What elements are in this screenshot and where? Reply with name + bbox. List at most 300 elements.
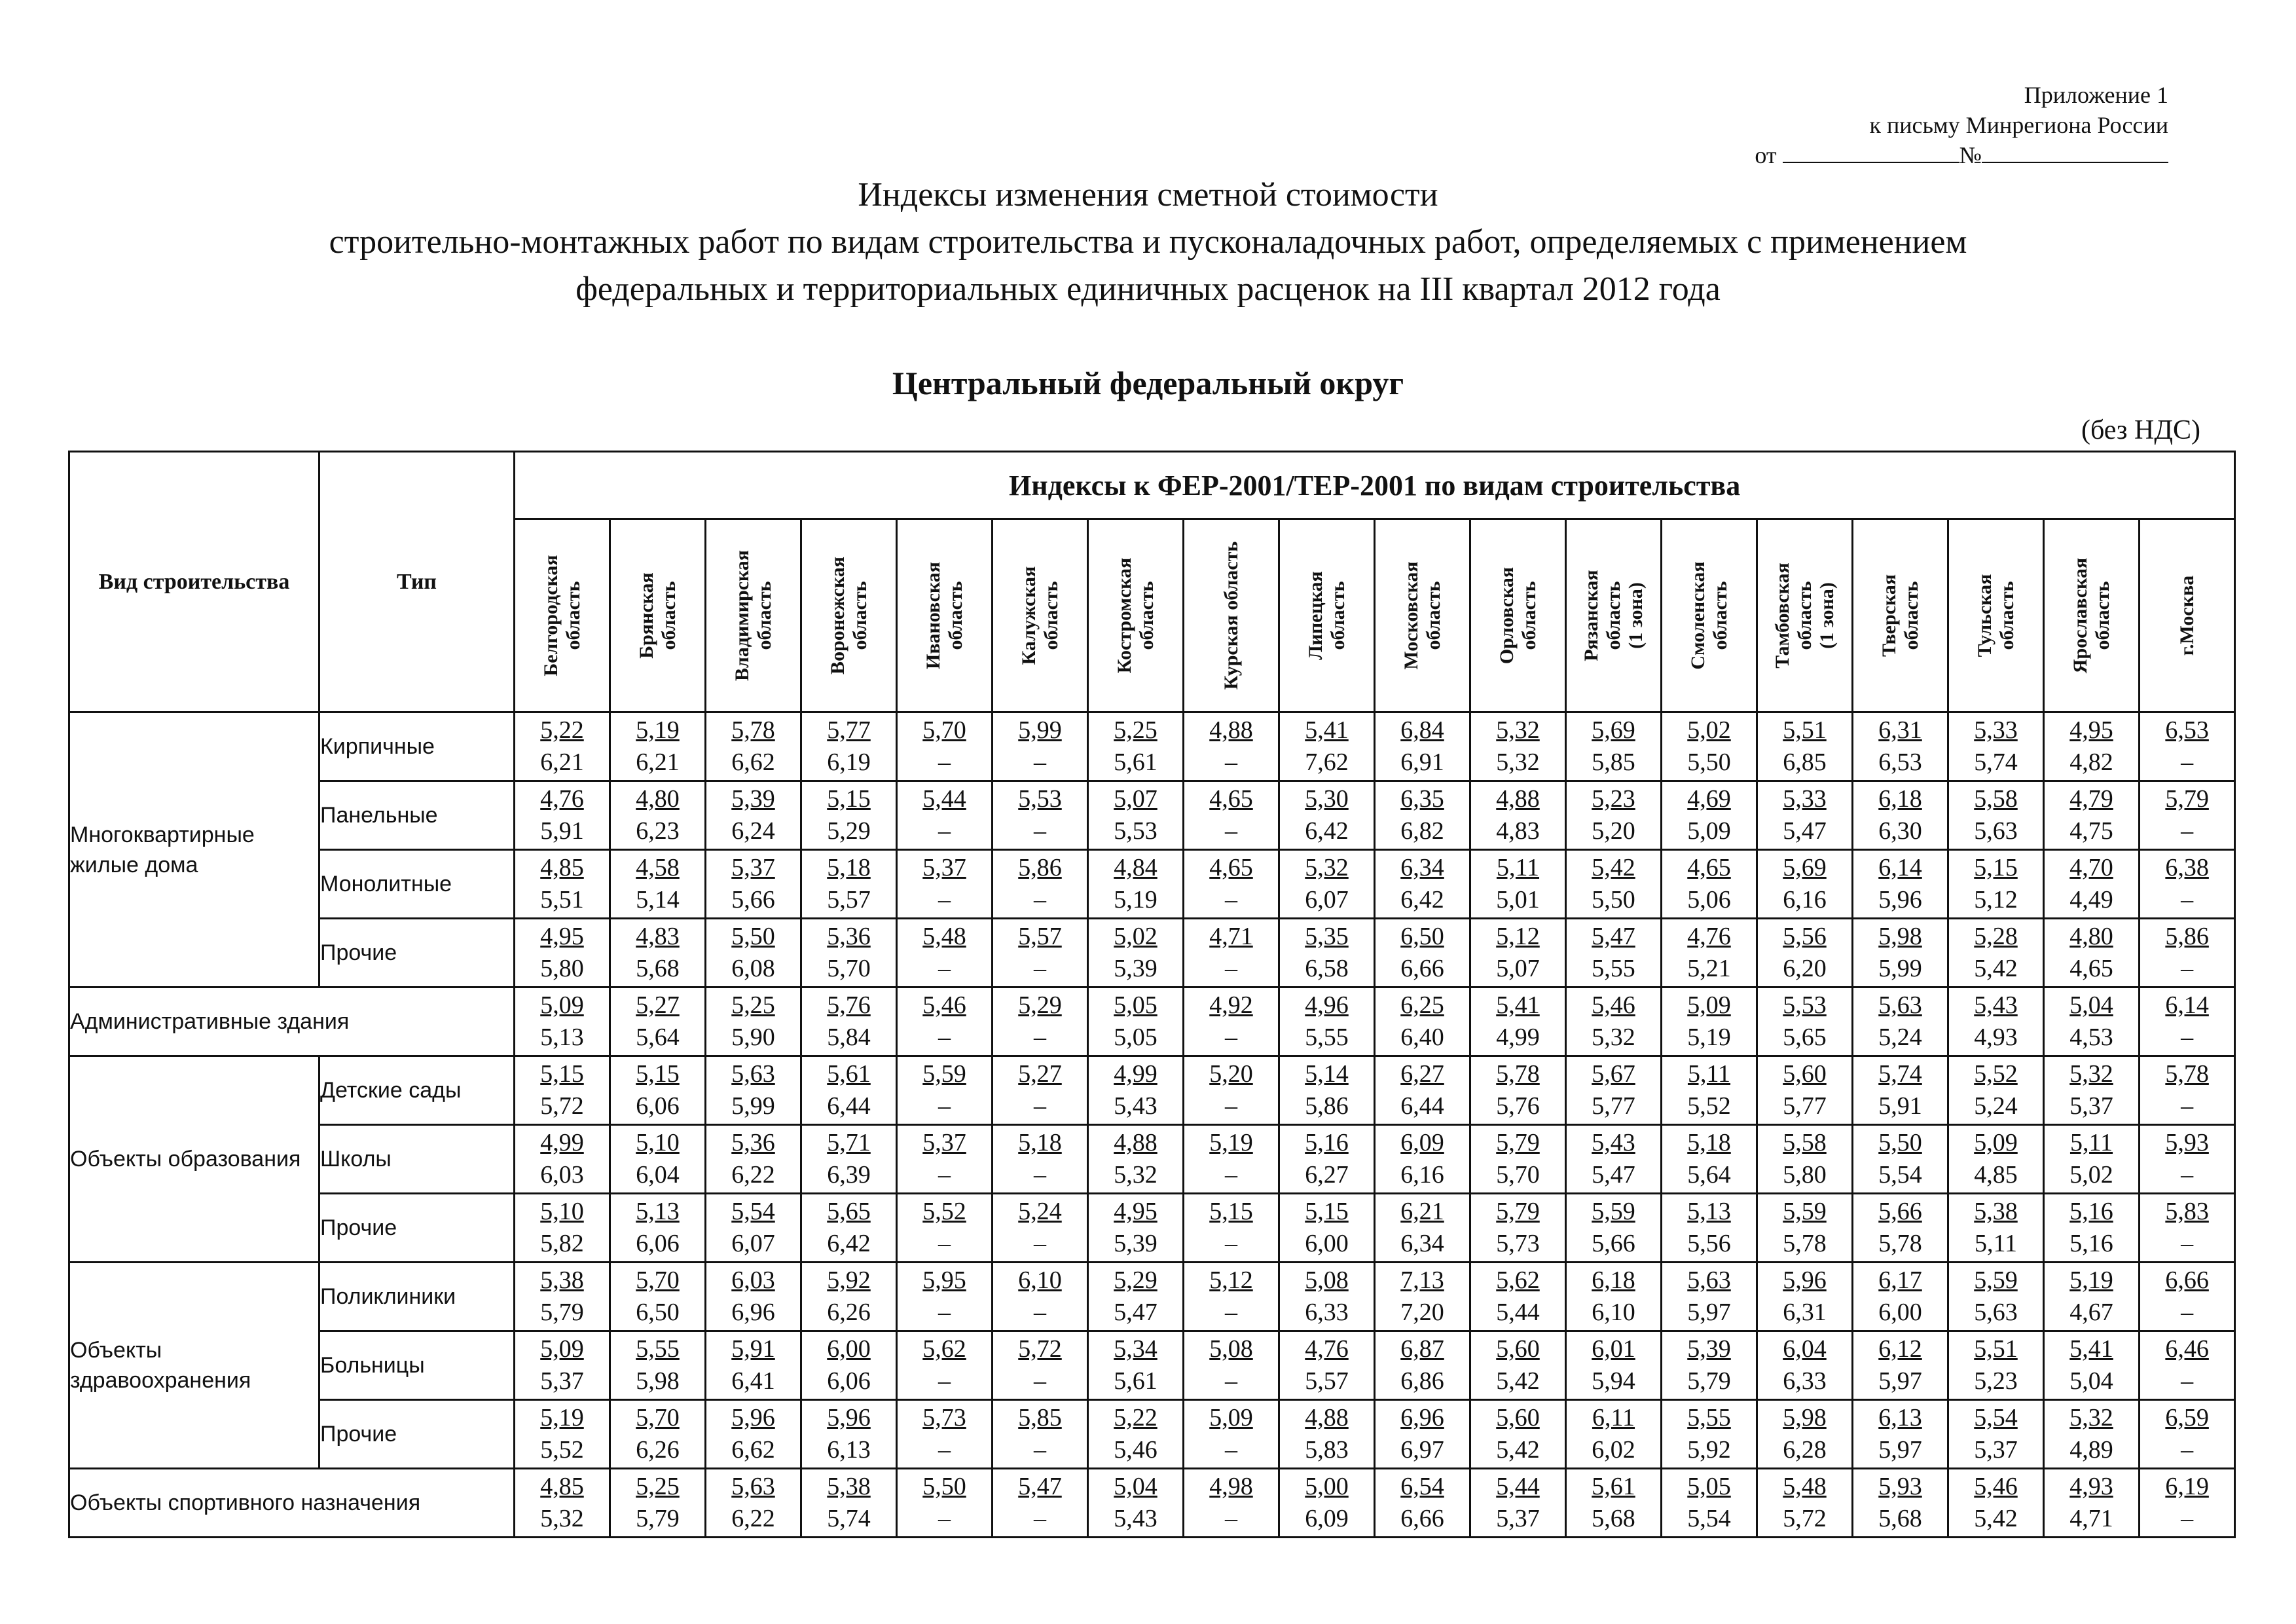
index-ter-value: 5,55 bbox=[1305, 1024, 1349, 1051]
index-fer-value: 6,59 bbox=[2165, 1404, 2209, 1431]
index-ter-value: – bbox=[2181, 748, 2194, 776]
index-value-cell bbox=[1662, 781, 1757, 850]
index-fer-value: 6,34 bbox=[1400, 854, 1444, 881]
index-value-cell bbox=[706, 1263, 801, 1331]
index-fer-value: 6,14 bbox=[2165, 991, 2209, 1019]
index-ter-value: – bbox=[2181, 1024, 2194, 1051]
index-value-cell bbox=[897, 987, 993, 1056]
index-fer-value: 5,37 bbox=[922, 1129, 966, 1156]
region-header bbox=[1088, 519, 1184, 712]
region-name bbox=[1018, 566, 1063, 665]
region-name-line: область bbox=[2091, 581, 2113, 650]
index-fer-value: 5,70 bbox=[636, 1404, 680, 1431]
index-ter-value: – bbox=[1034, 1505, 1046, 1532]
index-fer-value: 5,15 bbox=[1305, 1198, 1349, 1225]
index-value-cell bbox=[1279, 919, 1375, 987]
index-ter-value: 5,57 bbox=[1305, 1367, 1349, 1395]
index-fer-value: 5,96 bbox=[731, 1404, 775, 1431]
construction-kind-cell: Многоквартирные жилые дома bbox=[69, 712, 319, 987]
index-fer-value: 5,54 bbox=[731, 1198, 775, 1225]
index-fer-value: 5,52 bbox=[1974, 1060, 2018, 1088]
index-value-cell bbox=[801, 919, 897, 987]
index-fer-value: 5,62 bbox=[922, 1335, 966, 1363]
index-value-cell bbox=[2140, 1331, 2235, 1400]
index-value-cell bbox=[1757, 781, 1853, 850]
index-fer-value: 5,39 bbox=[731, 785, 775, 813]
index-value-cell bbox=[1566, 1469, 1662, 1538]
district-title: Центральный федеральный округ bbox=[892, 365, 1404, 401]
region-name-line: область bbox=[1900, 581, 1922, 650]
region-name-line: область bbox=[1422, 581, 1444, 650]
index-ter-value: – bbox=[1225, 1092, 1237, 1120]
date-blank bbox=[1783, 142, 1959, 163]
index-ter-value: 5,94 bbox=[1592, 1367, 1635, 1395]
index-fer-value: 5,76 bbox=[827, 991, 871, 1019]
index-fer-value: 4,95 bbox=[2069, 716, 2113, 744]
region-header bbox=[897, 519, 993, 712]
index-ter-value: – bbox=[1034, 748, 1046, 776]
index-fer-value: 5,96 bbox=[1783, 1266, 1827, 1294]
index-ter-value: 5,39 bbox=[1114, 955, 1157, 982]
index-ter-value: 5,47 bbox=[1592, 1161, 1635, 1189]
index-value-cell bbox=[1088, 987, 1184, 1056]
index-ter-value: 4,99 bbox=[1496, 1024, 1540, 1051]
index-value-cell bbox=[1853, 1125, 1948, 1194]
index-ter-value: – bbox=[938, 1230, 951, 1257]
index-value-cell bbox=[1184, 1125, 1279, 1194]
index-ter-value: 5,01 bbox=[1496, 886, 1540, 913]
building-type-cell: Поликлиники bbox=[319, 1263, 515, 1331]
index-value-cell bbox=[801, 850, 897, 919]
index-fer-value: 5,55 bbox=[1687, 1404, 1731, 1431]
index-fer-value: 5,69 bbox=[1783, 854, 1827, 881]
index-value-cell bbox=[1566, 712, 1662, 781]
index-value-cell bbox=[1948, 919, 2044, 987]
index-value-cell bbox=[801, 1194, 897, 1263]
index-ter-value: 5,99 bbox=[1878, 955, 1922, 982]
index-ter-value: 5,19 bbox=[1687, 1024, 1731, 1051]
index-fer-value: 5,46 bbox=[922, 991, 966, 1019]
index-fer-value: 5,09 bbox=[1687, 991, 1731, 1019]
index-ter-value: 5,37 bbox=[2069, 1092, 2113, 1120]
index-fer-value: 4,88 bbox=[1305, 1404, 1349, 1431]
table-row bbox=[69, 1263, 2235, 1331]
index-ter-value: – bbox=[938, 1092, 951, 1120]
index-fer-value: 6,18 bbox=[1592, 1266, 1635, 1294]
index-ter-value: 5,42 bbox=[1974, 955, 2018, 982]
index-fer-value: 5,32 bbox=[2069, 1404, 2113, 1431]
index-value-cell bbox=[801, 712, 897, 781]
region-name-line: область bbox=[1326, 581, 1349, 650]
index-ter-value: 5,63 bbox=[1974, 817, 2018, 845]
index-ter-value: – bbox=[938, 817, 951, 845]
index-ter-value: 5,44 bbox=[1496, 1299, 1540, 1326]
index-value-cell bbox=[897, 1400, 993, 1469]
index-value-cell bbox=[993, 850, 1088, 919]
index-fer-value: 5,73 bbox=[922, 1404, 966, 1431]
index-fer-value: 5,77 bbox=[827, 716, 871, 744]
index-ter-value: 5,07 bbox=[1496, 955, 1540, 982]
region-name-line: Курская область bbox=[1220, 541, 1242, 690]
index-ter-value: – bbox=[2181, 1230, 2194, 1257]
index-value-cell bbox=[515, 1400, 610, 1469]
index-fer-value: 5,09 bbox=[1974, 1129, 2018, 1156]
index-value-cell bbox=[897, 1331, 993, 1400]
region-name-line: область bbox=[1518, 581, 1540, 650]
index-ter-value: 5,47 bbox=[1783, 817, 1827, 845]
index-ter-value: 6,03 bbox=[540, 1161, 584, 1189]
index-ter-value: 4,85 bbox=[1974, 1161, 2018, 1189]
index-value-cell bbox=[2044, 1469, 2140, 1538]
index-value-cell bbox=[1184, 850, 1279, 919]
index-value-cell bbox=[1757, 987, 1853, 1056]
index-fer-value: 5,41 bbox=[1496, 991, 1540, 1019]
index-fer-value: 5,10 bbox=[540, 1198, 584, 1225]
index-value-cell bbox=[1470, 987, 1566, 1056]
index-fer-value: 6,46 bbox=[2165, 1335, 2209, 1363]
index-fer-value: 5,86 bbox=[2165, 923, 2209, 950]
region-name bbox=[1220, 542, 1243, 690]
index-fer-value: 6,17 bbox=[1878, 1266, 1922, 1294]
region-header bbox=[1757, 519, 1853, 712]
index-fer-value: 5,28 bbox=[1974, 923, 2018, 950]
index-fer-value: 6,35 bbox=[1400, 785, 1444, 813]
building-type-cell: Прочие bbox=[319, 919, 515, 987]
index-ter-value: 5,72 bbox=[540, 1092, 584, 1120]
vat-note: (без НДС) bbox=[2081, 415, 2200, 445]
index-fer-value: 5,83 bbox=[2165, 1198, 2209, 1225]
table-row bbox=[69, 781, 2235, 850]
index-fer-value: 4,58 bbox=[636, 854, 680, 881]
index-ter-value: 5,50 bbox=[1687, 748, 1731, 776]
index-ter-value: 6,04 bbox=[636, 1161, 680, 1189]
index-fer-value: 5,59 bbox=[1592, 1198, 1635, 1225]
index-ter-value: 5,14 bbox=[636, 886, 680, 913]
index-value-cell bbox=[515, 987, 610, 1056]
index-fer-value: 5,70 bbox=[636, 1266, 680, 1294]
index-ter-value: 6,26 bbox=[827, 1299, 871, 1326]
region-name bbox=[1305, 571, 1349, 660]
index-fer-value: 6,19 bbox=[2165, 1473, 2209, 1500]
header-indices: Индексы к ФЕР-2001/ТЕР-2001 по видам строительства bbox=[515, 452, 2235, 519]
index-fer-value: 5,70 bbox=[922, 716, 966, 744]
index-fer-value: 6,10 bbox=[1018, 1266, 1062, 1294]
index-value-cell bbox=[610, 1056, 706, 1125]
index-value-cell bbox=[1375, 1125, 1470, 1194]
region-name-line: Костромская bbox=[1113, 557, 1135, 674]
index-fer-value: 5,58 bbox=[1783, 1129, 1827, 1156]
index-value-cell bbox=[801, 1056, 897, 1125]
index-value-cell bbox=[2140, 850, 2235, 919]
index-fer-value: 4,98 bbox=[1209, 1473, 1253, 1500]
index-ter-value: 5,70 bbox=[827, 955, 871, 982]
index-fer-value: 6,38 bbox=[2165, 854, 2209, 881]
table-row bbox=[69, 850, 2235, 919]
region-name-line: Рязанская bbox=[1580, 570, 1602, 661]
index-value-cell bbox=[1470, 850, 1566, 919]
index-value-cell bbox=[1948, 1263, 2044, 1331]
region-name bbox=[922, 562, 967, 669]
index-value-cell bbox=[515, 1331, 610, 1400]
index-ter-value: – bbox=[2181, 1092, 2194, 1120]
index-value-cell bbox=[610, 1331, 706, 1400]
index-fer-value: 5,60 bbox=[1496, 1335, 1540, 1363]
index-ter-value: 5,52 bbox=[540, 1436, 584, 1464]
index-value-cell bbox=[1184, 1469, 1279, 1538]
index-value-cell bbox=[1088, 1263, 1184, 1331]
index-ter-value: 6,23 bbox=[636, 817, 680, 845]
index-value-cell bbox=[2140, 712, 2235, 781]
index-ter-value: 6,41 bbox=[731, 1367, 775, 1395]
index-ter-value: 6,22 bbox=[731, 1505, 775, 1532]
index-fer-value: 5,19 bbox=[540, 1404, 584, 1431]
index-fer-value: 4,95 bbox=[1114, 1198, 1157, 1225]
index-fer-value: 5,08 bbox=[1209, 1335, 1253, 1363]
index-fer-value: 6,12 bbox=[1878, 1335, 1922, 1363]
index-value-cell bbox=[1948, 1056, 2044, 1125]
index-value-cell bbox=[801, 1125, 897, 1194]
index-value-cell bbox=[1948, 781, 2044, 850]
index-ter-value: 5,83 bbox=[1305, 1436, 1349, 1464]
building-type-cell: Монолитные bbox=[319, 850, 515, 919]
index-ter-value: 5,64 bbox=[636, 1024, 680, 1051]
index-fer-value: 5,09 bbox=[1209, 1404, 1253, 1431]
index-value-cell bbox=[1375, 1331, 1470, 1400]
index-fer-value: 5,18 bbox=[1687, 1129, 1731, 1156]
index-ter-value: 6,96 bbox=[731, 1299, 775, 1326]
region-header bbox=[801, 519, 897, 712]
index-ter-value: 5,24 bbox=[1974, 1092, 2018, 1120]
index-fer-value: 5,29 bbox=[1114, 1266, 1157, 1294]
index-fer-value: 5,25 bbox=[636, 1473, 680, 1500]
index-value-cell bbox=[2044, 712, 2140, 781]
index-fer-value: 5,44 bbox=[922, 785, 966, 813]
index-value-cell bbox=[1853, 1469, 1948, 1538]
index-ter-value: 6,33 bbox=[1783, 1367, 1827, 1395]
index-value-cell bbox=[1662, 1263, 1757, 1331]
index-fer-value: 6,09 bbox=[1400, 1129, 1444, 1156]
index-ter-value: 5,23 bbox=[1974, 1367, 2018, 1395]
index-ter-value: 5,86 bbox=[1305, 1092, 1349, 1120]
region-name-line: Калужская bbox=[1017, 566, 1040, 665]
index-fer-value: 6,87 bbox=[1400, 1335, 1444, 1363]
index-value-cell bbox=[1375, 919, 1470, 987]
index-ter-value: 6,33 bbox=[1305, 1299, 1349, 1326]
index-ter-value: 6,28 bbox=[1783, 1436, 1827, 1464]
index-fer-value: 5,11 bbox=[1496, 854, 1540, 881]
index-value-cell bbox=[706, 781, 801, 850]
index-ter-value: 5,68 bbox=[1592, 1505, 1635, 1532]
index-ter-value: 5,73 bbox=[1496, 1230, 1540, 1257]
index-value-cell bbox=[801, 987, 897, 1056]
index-ter-value: 5,42 bbox=[1974, 1505, 2018, 1532]
index-fer-value: 4,83 bbox=[636, 923, 680, 950]
index-fer-value: 5,96 bbox=[827, 1404, 871, 1431]
index-value-cell bbox=[1470, 1263, 1566, 1331]
region-name-line: Воронежская bbox=[826, 557, 848, 674]
index-ter-value: 6,86 bbox=[1400, 1367, 1444, 1395]
index-value-cell bbox=[1757, 1263, 1853, 1331]
index-ter-value: 5,70 bbox=[1496, 1161, 1540, 1189]
index-ter-value: – bbox=[938, 748, 951, 776]
index-fer-value: 5,72 bbox=[1018, 1335, 1062, 1363]
index-fer-value: 5,05 bbox=[1687, 1473, 1731, 1500]
index-value-cell bbox=[1662, 1056, 1757, 1125]
index-ter-value: 5,63 bbox=[1974, 1299, 2018, 1326]
index-ter-value: 6,27 bbox=[1305, 1161, 1349, 1189]
index-value-cell bbox=[1470, 1194, 1566, 1263]
index-ter-value: – bbox=[2181, 1161, 2194, 1189]
header-construction-kind: Вид строительства bbox=[69, 452, 319, 712]
index-fer-value: 6,53 bbox=[2165, 716, 2209, 744]
building-type-cell: Панельные bbox=[319, 781, 515, 850]
index-value-cell bbox=[993, 1469, 1088, 1538]
region-header bbox=[2044, 519, 2140, 712]
building-type-cell: Больницы bbox=[319, 1331, 515, 1400]
region-header bbox=[1184, 519, 1279, 712]
index-fer-value: 5,63 bbox=[1687, 1266, 1731, 1294]
index-fer-value: 5,78 bbox=[731, 716, 775, 744]
index-fer-value: 5,34 bbox=[1114, 1335, 1157, 1363]
index-fer-value: 5,63 bbox=[731, 1060, 775, 1088]
index-value-cell bbox=[1566, 987, 1662, 1056]
index-value-cell bbox=[1566, 781, 1662, 850]
index-ter-value: 4,49 bbox=[2069, 886, 2113, 913]
index-ter-value: – bbox=[938, 1367, 951, 1395]
index-value-cell bbox=[897, 1125, 993, 1194]
index-fer-value: 5,39 bbox=[1687, 1335, 1731, 1363]
index-value-cell bbox=[1662, 987, 1757, 1056]
index-fer-value: 5,74 bbox=[1878, 1060, 1922, 1088]
index-fer-value: 5,44 bbox=[1496, 1473, 1540, 1500]
index-ter-value: 6,22 bbox=[731, 1161, 775, 1189]
index-value-cell bbox=[1184, 987, 1279, 1056]
index-fer-value: 6,66 bbox=[2165, 1266, 2209, 1294]
index-fer-value: 5,63 bbox=[731, 1473, 775, 1500]
region-name-line: (1 зона) bbox=[1624, 582, 1647, 649]
index-value-cell bbox=[1948, 1331, 2044, 1400]
index-ter-value: 6,00 bbox=[1305, 1230, 1349, 1257]
index-fer-value: 5,22 bbox=[1114, 1404, 1157, 1431]
index-value-cell bbox=[1566, 1400, 1662, 1469]
index-fer-value: 5,27 bbox=[636, 991, 680, 1019]
index-ter-value: 5,42 bbox=[1496, 1367, 1540, 1395]
index-value-cell bbox=[1948, 712, 2044, 781]
index-fer-value: 5,02 bbox=[1687, 716, 1731, 744]
index-ter-value: – bbox=[938, 1436, 951, 1464]
index-ter-value: 5,43 bbox=[1114, 1505, 1157, 1532]
index-ter-value: 6,24 bbox=[731, 817, 775, 845]
index-value-cell bbox=[1184, 781, 1279, 850]
index-value-cell bbox=[993, 712, 1088, 781]
index-fer-value: 5,99 bbox=[1018, 716, 1062, 744]
index-value-cell bbox=[1375, 1056, 1470, 1125]
index-value-cell bbox=[1088, 919, 1184, 987]
index-fer-value: 4,76 bbox=[1305, 1335, 1349, 1363]
index-ter-value: 5,52 bbox=[1687, 1092, 1731, 1120]
index-ter-value: 6,06 bbox=[636, 1230, 680, 1257]
region-name-line: Тверская bbox=[1878, 574, 1900, 657]
index-fer-value: 4,76 bbox=[1687, 923, 1731, 950]
index-value-cell bbox=[1948, 850, 2044, 919]
index-ter-value: 6,16 bbox=[1783, 886, 1827, 913]
region-name-line: область bbox=[657, 581, 680, 650]
index-fer-value: 5,37 bbox=[922, 854, 966, 881]
index-value-cell bbox=[2044, 1194, 2140, 1263]
index-value-cell bbox=[1470, 1056, 1566, 1125]
index-ter-value: 5,78 bbox=[1783, 1230, 1827, 1257]
index-value-cell bbox=[610, 1400, 706, 1469]
region-header bbox=[1279, 519, 1375, 712]
index-value-cell bbox=[1470, 919, 1566, 987]
index-ter-value: 5,04 bbox=[2069, 1367, 2113, 1395]
index-ter-value: 6,44 bbox=[827, 1092, 871, 1120]
index-value-cell bbox=[801, 1263, 897, 1331]
index-ter-value: 5,19 bbox=[1114, 886, 1157, 913]
index-value-cell bbox=[610, 987, 706, 1056]
index-fer-value: 6,84 bbox=[1400, 716, 1444, 744]
index-fer-value: 5,43 bbox=[1974, 991, 2018, 1019]
index-fer-value: 5,07 bbox=[1114, 785, 1157, 813]
index-ter-value: 5,51 bbox=[540, 886, 584, 913]
index-value-cell bbox=[1757, 1194, 1853, 1263]
index-ter-value: 5,68 bbox=[1878, 1505, 1922, 1532]
index-value-cell bbox=[2140, 1194, 2235, 1263]
index-value-cell bbox=[706, 1400, 801, 1469]
index-fer-value: 5,61 bbox=[827, 1060, 871, 1088]
index-ter-value: 6,58 bbox=[1305, 955, 1349, 982]
building-type-cell: Кирпичные bbox=[319, 712, 515, 781]
region-name-line: Брянская bbox=[635, 572, 657, 659]
index-fer-value: 5,91 bbox=[731, 1335, 775, 1363]
index-fer-value: 5,12 bbox=[1209, 1266, 1253, 1294]
region-name bbox=[1878, 574, 1923, 657]
index-ter-value: 6,82 bbox=[1400, 817, 1444, 845]
index-ter-value: 5,79 bbox=[636, 1505, 680, 1532]
index-ter-value: – bbox=[1034, 1092, 1046, 1120]
region-name bbox=[1114, 558, 1158, 674]
region-name-line: Липецкая bbox=[1304, 571, 1326, 660]
index-fer-value: 6,01 bbox=[1592, 1335, 1635, 1363]
index-ter-value: 5,84 bbox=[827, 1024, 871, 1051]
index-ter-value: 5,80 bbox=[540, 955, 584, 982]
index-fer-value: 5,79 bbox=[1496, 1129, 1540, 1156]
index-value-cell bbox=[2044, 1331, 2140, 1400]
index-fer-value: 5,10 bbox=[636, 1129, 680, 1156]
index-value-cell bbox=[1853, 1263, 1948, 1331]
index-value-cell bbox=[706, 919, 801, 987]
index-fer-value: 5,08 bbox=[1305, 1266, 1349, 1294]
region-header bbox=[1375, 519, 1470, 712]
index-ter-value: 6,13 bbox=[827, 1436, 871, 1464]
index-fer-value: 4,85 bbox=[540, 1473, 584, 1500]
index-ter-value: 6,21 bbox=[636, 748, 680, 776]
index-value-cell bbox=[1757, 1331, 1853, 1400]
index-value-cell bbox=[2044, 987, 2140, 1056]
index-ter-value: 5,12 bbox=[1974, 886, 2018, 913]
index-ter-value: 5,54 bbox=[1687, 1505, 1731, 1532]
index-value-cell bbox=[897, 1469, 993, 1538]
index-value-cell bbox=[1566, 1125, 1662, 1194]
index-value-cell bbox=[1948, 1400, 2044, 1469]
index-fer-value: 4,85 bbox=[540, 854, 584, 881]
index-fer-value: 5,11 bbox=[1687, 1060, 1731, 1088]
index-fer-value: 5,59 bbox=[1783, 1198, 1827, 1225]
index-value-cell bbox=[1088, 1331, 1184, 1400]
index-fer-value: 5,20 bbox=[1209, 1060, 1253, 1088]
index-fer-value: 5,14 bbox=[1305, 1060, 1349, 1088]
index-value-cell bbox=[1853, 1331, 1948, 1400]
